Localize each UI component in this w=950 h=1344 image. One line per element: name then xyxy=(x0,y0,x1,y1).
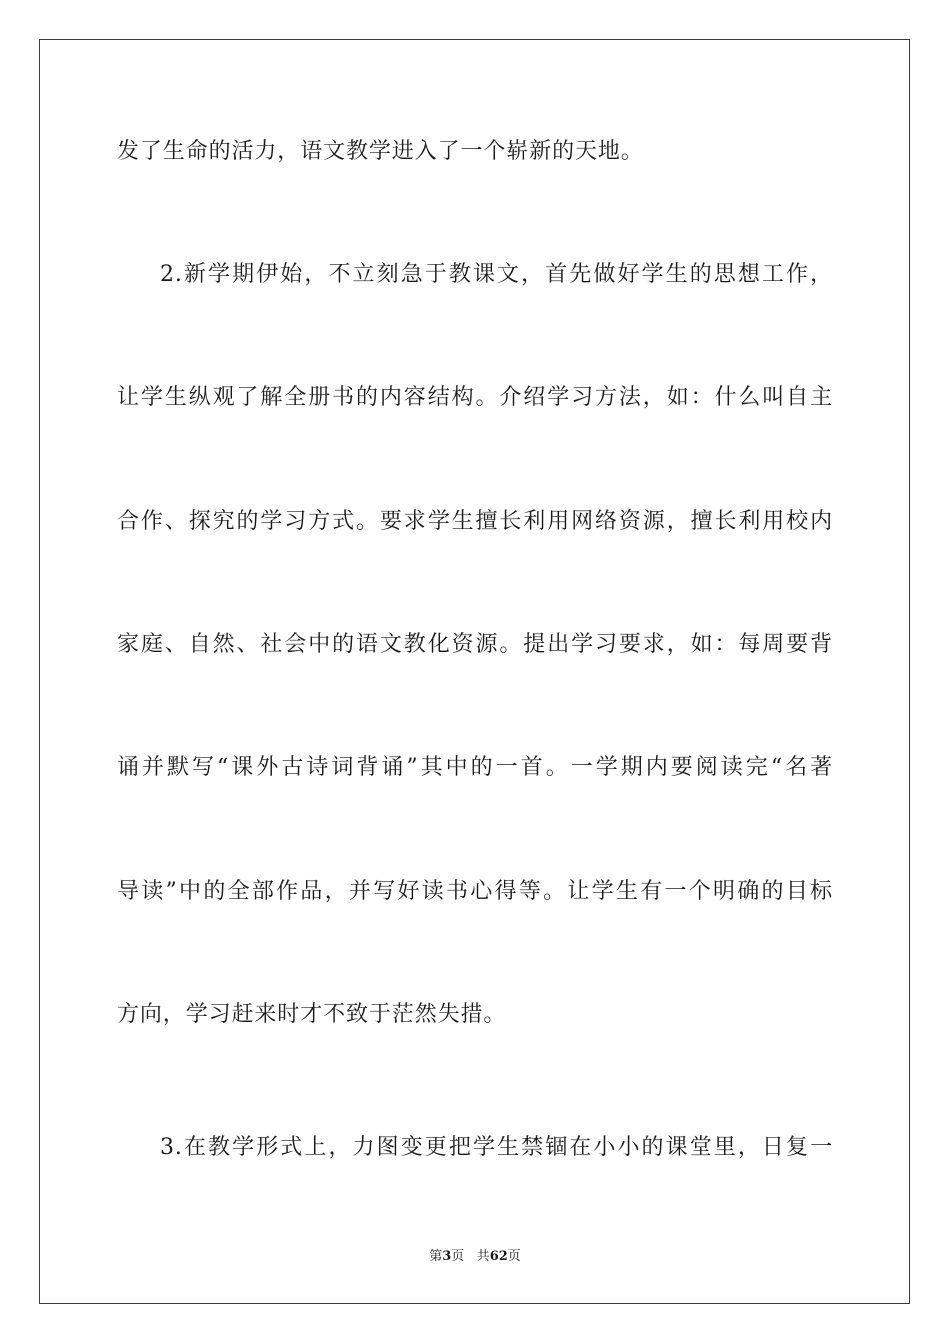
text-line-5: 家庭、自然、社会中的语文教化资源。提出学习要求，如：每周要背 xyxy=(117,632,833,657)
text-line-1: 发了生命的活力，语文教学进入了一个崭新的天地。 xyxy=(117,139,644,164)
total-prefix: 共 xyxy=(476,1249,490,1264)
page-prefix: 第 xyxy=(429,1249,443,1264)
total-pages: 62 xyxy=(489,1249,508,1264)
text-line-7: 导读”中的全部作品，并写好读书心得等。让学生有一个明确的目标 xyxy=(117,879,833,904)
text-line-9: 3.在教学形式上，力图变更把学生禁锢在小小的课堂里，日复一 xyxy=(160,1135,833,1160)
page-footer xyxy=(0,1245,950,1264)
text-line-6: 诵并默写“课外古诗词背诵”其中的一首。一学期内要阅读完“名著 xyxy=(117,755,833,780)
text-line-3: 让学生纵观了解全册书的内容结构。介绍学习方法，如：什么叫自主 xyxy=(117,385,833,410)
text-line-8: 方向，学习赶来时才不致于茫然失措。 xyxy=(117,1002,507,1027)
total-suffix: 页 xyxy=(507,1249,521,1264)
text-line-4: 合作、探究的学习方式。要求学生擅长利用网络资源，擅长利用校内 xyxy=(117,509,833,534)
page-suffix: 页 xyxy=(451,1249,465,1264)
text-line-2: 2.新学期伊始，不立刻急于教课文，首先做好学生的思想工作， xyxy=(160,262,833,287)
page-number: 3 xyxy=(442,1249,452,1264)
page-border xyxy=(39,39,910,1304)
